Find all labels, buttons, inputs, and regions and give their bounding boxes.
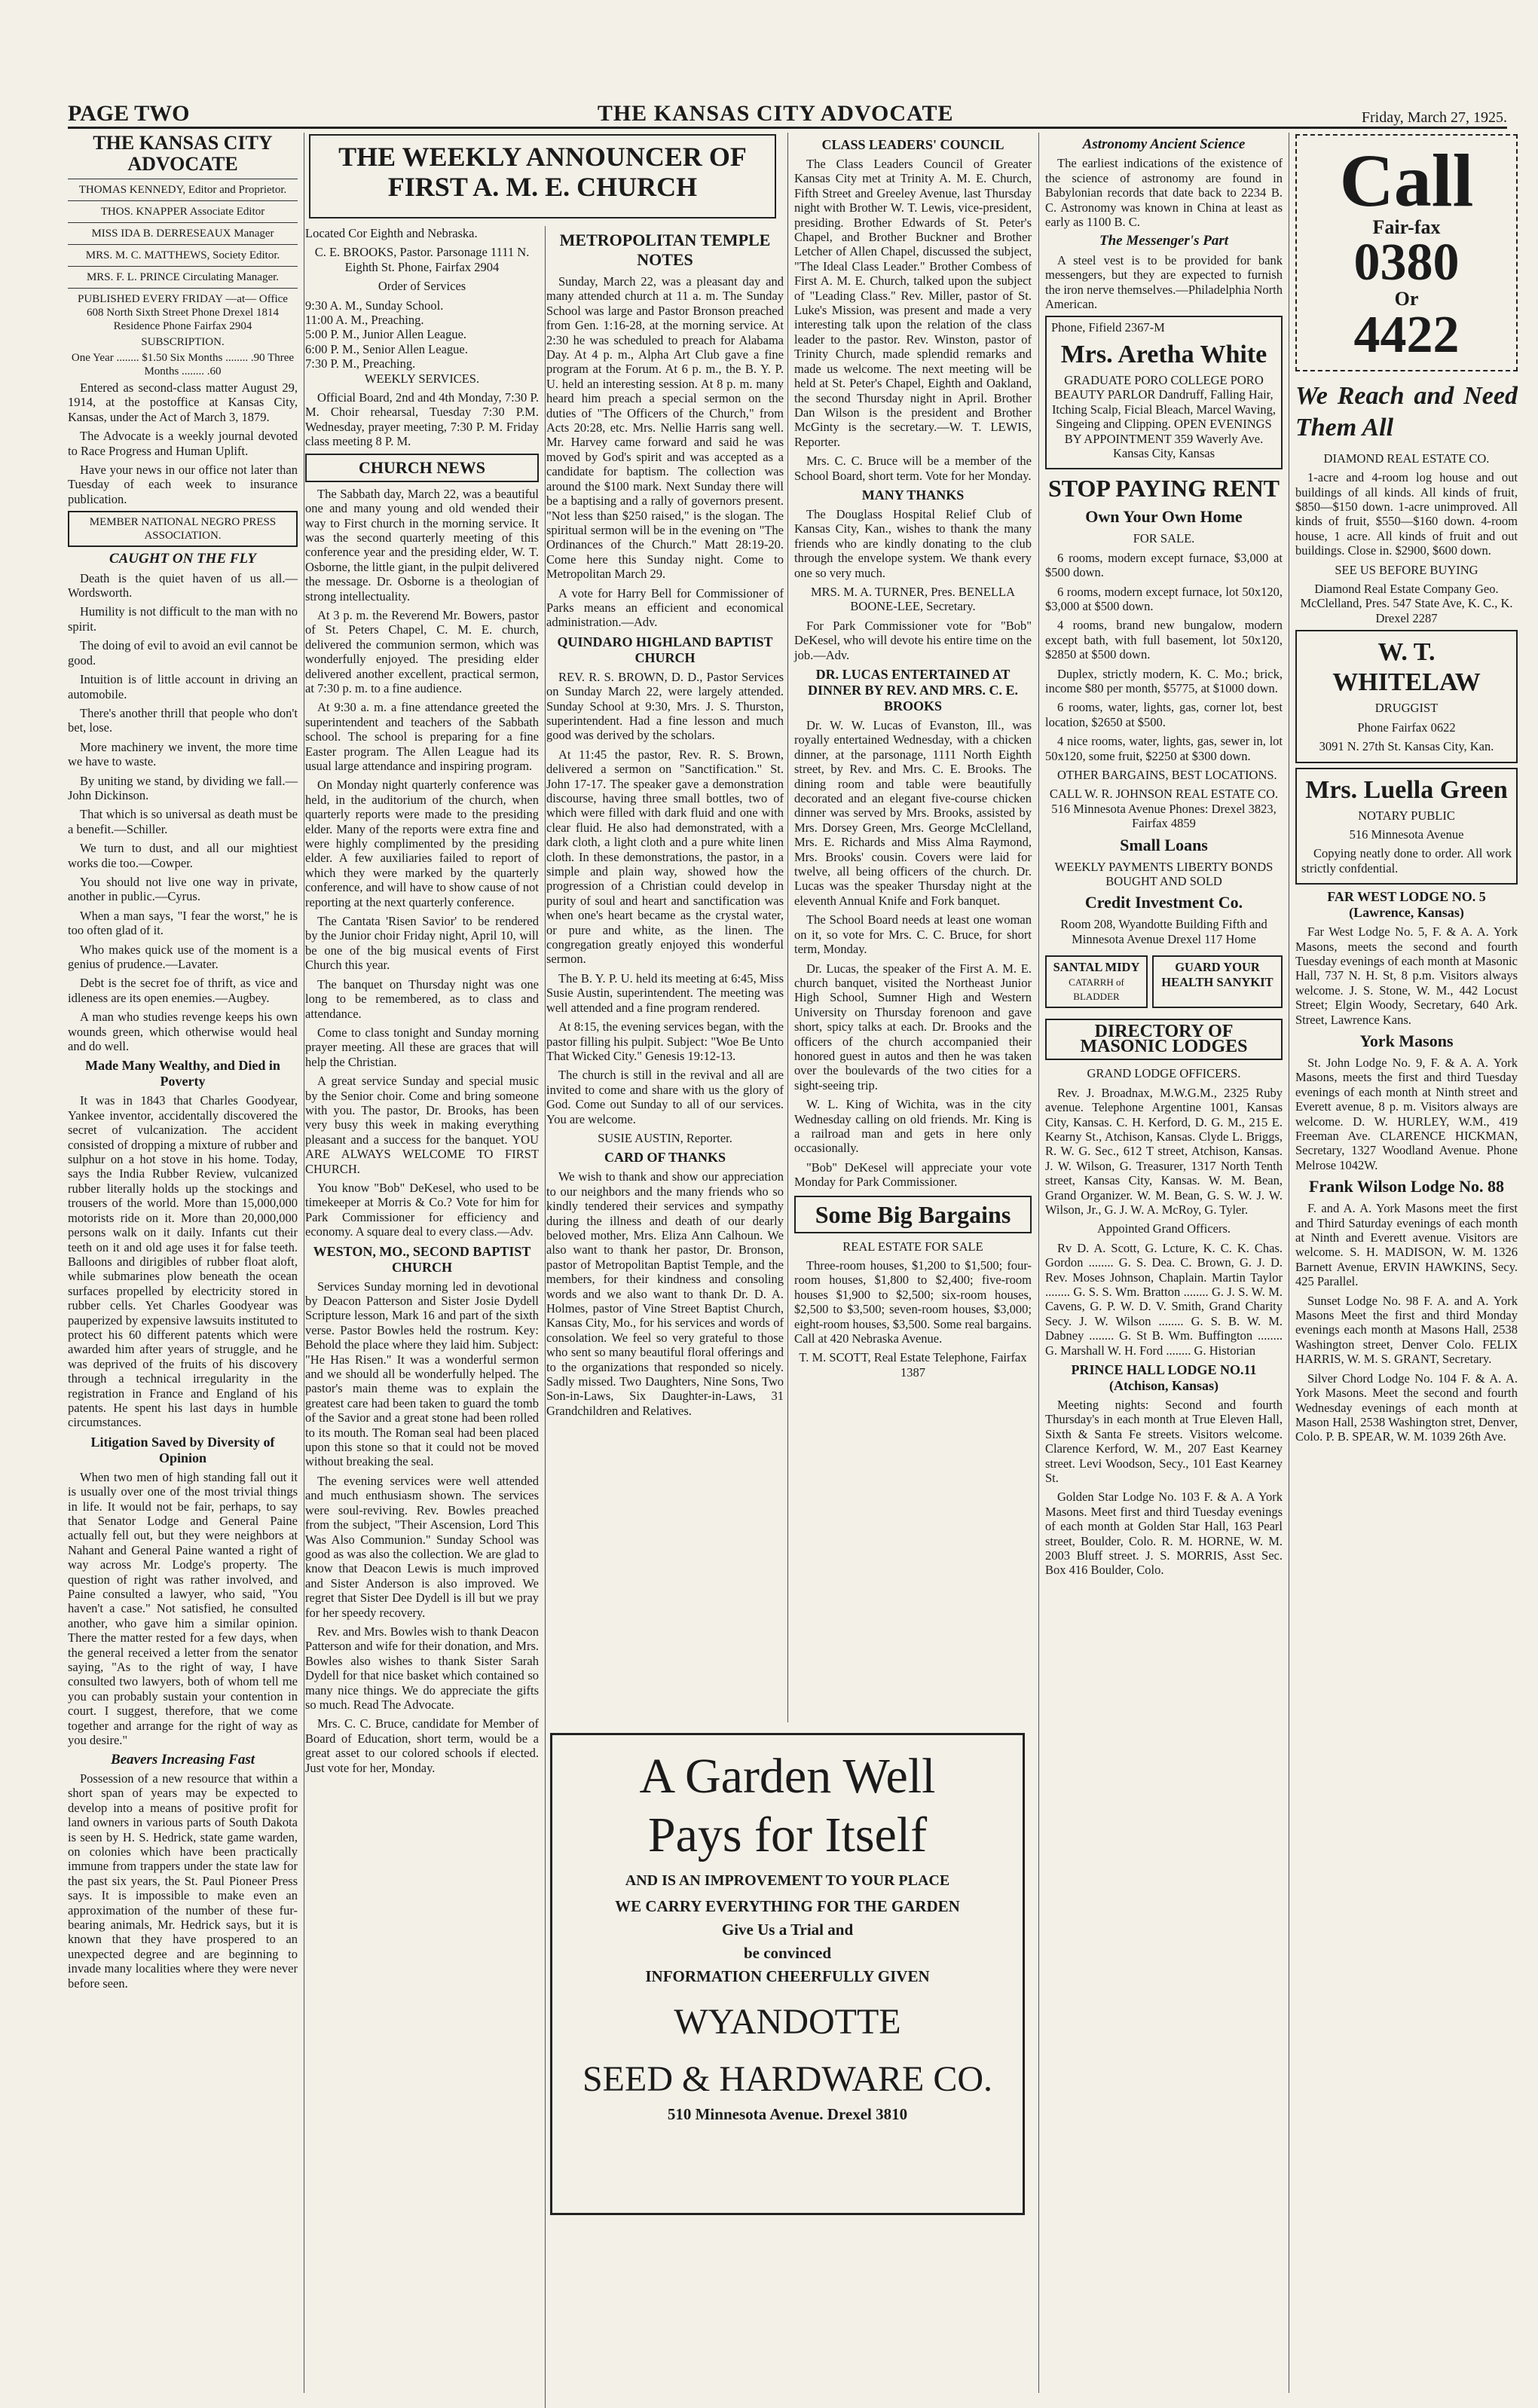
sanykit-ad: GUARD YOUR HEALTH SANYKIT bbox=[1152, 955, 1283, 1008]
news-note: Have your news in our office not later than Tuesday of each week to insurance publication. bbox=[68, 463, 298, 506]
church-news-paragraph: The Cantata 'Risen Savior' to be rendered by the Junior choir Friday night, April 10, will be one of the big musical events of First Church this year. bbox=[305, 914, 539, 973]
metropolitan-title: METROPOLITAN TEMPLE NOTES bbox=[559, 231, 771, 269]
diamond-company: Diamond Real Estate Company Geo. McClelland, Pres. 547 State Ave, K. C., K. Drexel 2287 bbox=[1300, 582, 1513, 625]
call-number-2: 4422 bbox=[1353, 305, 1460, 364]
whitelaw-ad bbox=[1295, 630, 1518, 762]
golden-star-body: Golden Star Lodge No. 103 F. & A. A York Masons. Meet first and third Tuesday evenings of each month at Golden Star Hall, 163 Pearl street, Boulder, Colo. R. M. HORNE, W. M. 2003 Bluff street. J. S. MORRIS, Asst Sec. Box 416 Boulder, Colo. bbox=[1045, 1490, 1283, 1578]
garden-address: 510 Minnesota Avenue. Drexel 3810 bbox=[667, 2105, 908, 2123]
service-item: 5:00 P. M., Junior Allen League. bbox=[305, 327, 467, 342]
many-thanks-body: The Douglass Hospital Relief Club of Kansas City, Kan., wishes to thank the many friends who are kindly donating to the club through the envelope system. We thank every one so very much. bbox=[794, 506, 1032, 580]
caught-item: By uniting we stand, by dividing we fall.—John Dickinson. bbox=[68, 773, 298, 802]
caught-item: That which is so universal as death must be a benefit.—Schiller. bbox=[68, 807, 298, 836]
caught-item: Death is the quiet haven of us all.—Wordsworth. bbox=[68, 570, 298, 600]
green-ad bbox=[1295, 768, 1518, 885]
caught-item: Debt is the secret foe of thrift, as vice and idleness are its open enemies.—Augbey. bbox=[68, 976, 298, 1005]
vote-bell: A vote for Harry Bell for Commissioner of Parks means an efficient and economical administration.—Adv. bbox=[546, 585, 784, 630]
school-board-note: The School Board needs at least one woman on it, so vote for Mrs. C. C. Bruce, for short term, Monday. bbox=[794, 912, 1032, 957]
prince-hall-body: Meeting nights: Second and fourth Thursday's in each month at True Eleven Hall, Sixth & Santa Fe streets. Visitors welcome. Clarence Kerford, W. M., 207 East Kearney street. Levi Woodson, Secy., 101 East Kearney St. bbox=[1045, 1398, 1283, 1486]
caught-item: We turn to dust, and all our mightiest works die too.—Cowper. bbox=[68, 841, 298, 870]
staff-manager: MISS IDA B. DERRESEAUX Manager bbox=[91, 228, 274, 240]
white-name: Mrs. Aretha White bbox=[1060, 340, 1267, 368]
for-sale-label: FOR SALE. bbox=[1133, 531, 1195, 546]
green-address: 516 Minnesota Avenue bbox=[1349, 827, 1464, 842]
quindaro-paragraph: At 11:45 the pastor, Rev. R. S. Brown, delivered a sermon on "Sanctification." St. John 17-17. The speaker gave a demonstration discourse, having three small bottles, two of which were filled with dark fluid and one with clear fluid. He also had demonstrated, with a dark cloth, a light cloth and a pure white linen cloth. In these demonstrations, the pastor, in a simple and plain way, showed how the progression of a Christian could develop in purity of soul and heart and sanctification was when one's heart became as the crystal water, or pure and white, as the linen. The congregation greatly enjoyed this wonderful sermon. bbox=[546, 747, 784, 967]
see-us-label: SEE US BEFORE BUYING bbox=[1335, 562, 1478, 577]
weekly-services-label: WEEKLY SERVICES. bbox=[364, 371, 480, 386]
small-loans-body: WEEKLY PAYMENTS LIBERTY BONDS BOUGHT AND SOLD bbox=[1054, 859, 1274, 889]
member-box: MEMBER NATIONAL NEGRO PRESS ASSOCIATION. bbox=[68, 511, 298, 547]
paper-title: THE KANSAS CITY ADVOCATE bbox=[597, 101, 954, 126]
church-news-paragraph: On Monday night quarterly conference was held, in the auditorium of the church, when quarterly reports were made to the presiding elder. Many of the reports were extra fine and were highly complimented by the presiding elder. A few auxiliaries failed to report of which they were marked by the quarterly conference, and will have to show cause of not reporting at the next quarterly conference. bbox=[305, 778, 539, 909]
council-title: CLASS LEADERS' COUNCIL bbox=[821, 137, 1004, 152]
credit-address: Room 208, Wyandotte Building Fifth and Minnesota Avenue Drexel 117 Home bbox=[1060, 917, 1267, 946]
silver-chord-body: Silver Chord Lodge No. 104 F. & A. A. York Masons. Meet the second and fourth Wednesday evenings of each month at Mason Hall, 2538 Washington stret, Denver, Colo. P. B. SPEAR, W. M. 1039 26th Ave. bbox=[1295, 1371, 1518, 1444]
litigation-body: When two men of high standing fall out it is usually over one of the most trivial things in life. It would not be fair, perhaps, to say that Senator Lodge and General Paine actually fell out, but they were neighbors at Nahant and General Paine wanted a right of way across Mr. Lodge's property. The question of right was rather involved, and Paine consulted a lawyer, who said, "You haven't a case." Not satisfied, he consulted another, who gave him a similar opinion. There the matter rested for a few days, when the general received a letter from the senator saying, "As to the right of way, I have consulted two lawyers, both of whom tell me you can probably sustain your contention in court. I suggest, therefore, that we come together and arrange for the right of way as you desire." bbox=[68, 1469, 298, 1748]
whitelaw-phone: Phone Fairfax 0622 bbox=[1357, 720, 1456, 735]
order-label: Order of Services bbox=[378, 279, 466, 294]
prince-hall-title: PRINCE HALL LODGE NO.11 (Atchison, Kansas) bbox=[1071, 1362, 1257, 1393]
column-1 bbox=[68, 133, 304, 2393]
home-listing: OTHER BARGAINS, BEST LOCATIONS. bbox=[1057, 768, 1277, 782]
church-news-title: CHURCH NEWS bbox=[305, 454, 539, 482]
church-location: Located Cor Eighth and Nebraska. bbox=[305, 226, 478, 240]
garden-company-2: SEED & HARDWARE CO. bbox=[582, 2059, 992, 2099]
frank-wilson-body: F. and A. A. York Masons meet the first and Third Saturday evenings of each month at Ninth and Everett avenue. Visitors are welcome. S. H. MADISON, W. M. 1326 Barnett Avenue, ERVIN HAWKINS, Secy. 425 Parallel. bbox=[1295, 1201, 1518, 1289]
santal-ad-row bbox=[1045, 951, 1283, 1013]
church-news-paragraph: Come to class tonight and Sunday morning prayer meeting. All these are graces that will help the Christian. bbox=[305, 1025, 539, 1069]
call-ad bbox=[1295, 134, 1518, 371]
garden-line: INFORMATION CHEERFULLY GIVEN bbox=[645, 1967, 930, 1985]
card-of-thanks-body: We wish to thank and show our appreciation to our neighbors and the many friends who so kindly tendered their services and sympathy during the illness and death of our dearly beloved mother, Mrs. Eliza Ann Calhoun. We also want to thank her pastor, Dr. Bronson, pastor of Metropolitan Baptist Temple, and the members, for their kindness and consoling words and we also want to thank Dr. D. A. Holmes, pastor of Vine Street Baptist Church, Kansas City, Mo., for his services and words of consolation. We feel so very grateful to those who sent so many beautiful floral offerings and to the organizations that responded so nicely. Sadly missed. Two Daughters, Nine Sons, Two Son-in-Laws, Six Daughter-in-Laws, 31 Grandchildren and Relatives. bbox=[546, 1169, 784, 1418]
beavers-body: Possession of a new resource that within a short span of years may be expected to develop into a means of positive profit for land owners in various parts of South Dakota is seen by H. S. Hedrick, state game warden, on colonies which have been practically immune from trappers under the state law for the past six years, the St. Paul Pioneer Press says. It is impossible to make even an approximation of the number of these fur-bearing animals, Mr. Hedrick says, but it is known that they have prospered to an unexpected degree and are beginning to invade many localities where they were never before seen. bbox=[68, 1771, 298, 1991]
grand-officers-label: GRAND LODGE OFFICERS. bbox=[1087, 1066, 1241, 1081]
weekly-services-body: Official Board, 2nd and 4th Monday, 7:30 P. M. Choir rehearsal, Tuesday 7:30 P.M. Wednesday, prayer meeting, 7:30 P. M. Friday class meeting 8 P. M. bbox=[305, 390, 539, 449]
caught-item: The doing of evil to avoid an evil cannot be good. bbox=[68, 638, 298, 668]
far-west-body: Far West Lodge No. 5, F. & A. A. York Masons, meets the second and fourth Tuesday evenings of each month at Masonic Hall, 737 N. H. St, 8 p.m. Visitors always welcome. J. S. Stone, W. M., 442 Locust Street; Elgin Woody, Secretary, 640 Ark. Street, Lawrence Kans. bbox=[1295, 924, 1518, 1027]
garden-headline-2: Pays for Itself bbox=[647, 1808, 928, 1863]
quindaro-title: QUINDARO HIGHLAND BAPTIST CHURCH bbox=[557, 634, 773, 665]
reach-slogan: We Reach and Need Them All bbox=[1295, 381, 1518, 442]
pastor-info: C. E. BROOKS, Pastor. Parsonage 1111 N. Eighth St. Phone, Fairfax 2904 bbox=[314, 245, 530, 274]
messenger-title: The Messenger's Part bbox=[1099, 233, 1228, 249]
metropolitan-body: Sunday, March 22, was a pleasant day and many attended church at 11 a. m. The Sunday School was large and Pastor Bronson preached from Gen. 1:16-28, at the morning service. At 2:30 he was scheduled to preach for Alabama Day. At 4 p. m., Alpha Art Club gave a fine program at the Forum. At 6 p. m., the B. Y. P. U. held an interesting session. At 8 p. m. many heard him preach a special sermon on the duties of "The Officers of the Church," from Acts 20:28, etc. Mrs. Nellie Harris sang well. Mr. Harvey came forward and said he was moved by God's spirit and was accepted as a candidate for baptism. The collection was around the $100 mark. Next Sunday there will be a baptising and a rally of governors present. "Not less than $250 raised," is the slogan. The spiritual sermon will be in the evening on "The Ordinances of the Church." Matt 28:19-20. Come here this Sunday night. Come to Metropolitan March 29. bbox=[546, 274, 784, 582]
subscription-rates: One Year ........ $1.50 Six Months ........ .90 Three Months ........ .60 bbox=[71, 352, 295, 377]
caught-item: Humility is not difficult to the man with no spirit. bbox=[68, 604, 298, 634]
garden-headline-1: A Garden Well bbox=[639, 1749, 936, 1804]
church-news-paragraph: The banquet on Thursday night was one long to be remembered, as to class and attendance. bbox=[305, 976, 539, 1021]
masthead: THE KANSAS CITY ADVOCATE bbox=[93, 133, 273, 175]
page-number: PAGE TWO bbox=[68, 101, 190, 126]
masonic-directory-title: DIRECTORY OF MASONIC LODGES bbox=[1045, 1019, 1283, 1060]
column-3 bbox=[546, 226, 784, 1725]
church-news-paragraph: At 9:30 a. m. a fine attendance greeted the superintendent and teachers of the Sabbath school. The school is preparing for a fine Easter program. The Allen League had its usual large attendance and inspiring program. bbox=[305, 700, 539, 773]
published-info: PUBLISHED EVERY FRIDAY —at— Office 608 North Sixth Street Phone Drexel 1814 Residence Phone Fairfax 2904 bbox=[78, 293, 288, 332]
home-listing: 6 rooms, water, lights, gas, corner lot, best location, $2650 at $500. bbox=[1045, 700, 1283, 729]
caught-item: There's another thrill that people who don't bet, lose. bbox=[68, 705, 298, 735]
king-note: W. L. King of Wichita, was in the city Wednesday calling on old friends. Mr. King is a railroad man and gets in here only occasionally. bbox=[794, 1097, 1032, 1156]
column-2 bbox=[305, 226, 546, 2408]
real-estate-label: REAL ESTATE FOR SALE bbox=[842, 1239, 983, 1254]
card-of-thanks-title: CARD OF THANKS bbox=[604, 1150, 726, 1166]
weekly-note: The Advocate is a weekly journal devoted to Race Progress and Human Uplift. bbox=[68, 429, 298, 458]
whitelaw-name: W. T. WHITELAW bbox=[1332, 638, 1481, 697]
service-item: 9:30 A. M., Sunday School. bbox=[305, 298, 444, 313]
diamond-body: 1-acre and 4-room log house and out buildings of all kinds. All kinds of fruit, $850—$150 down. 1-acre unimproved. All kinds of fruit, $550—$160 down. 4-room house, 1 acre. All kinds of fruit and out buildings. Close in. $2900, $600 down. bbox=[1295, 470, 1518, 558]
astronomy-body: The earliest indications of the existence of the science of astronomy are found in Babylonian records that date back to 2234 B. C. Astronomy was known in China at least as early as 1100 B. C. bbox=[1045, 156, 1283, 230]
staff-circulation: MRS. F. L. PRINCE Circulating Manager. bbox=[86, 271, 280, 283]
stop-paying-rent: STOP PAYING RENT bbox=[1047, 475, 1280, 503]
green-name: Mrs. Luella Green bbox=[1305, 775, 1508, 804]
beavers-title: Beavers Increasing Fast bbox=[110, 1751, 255, 1768]
church-news-paragraph: At 3 p. m. the Reverend Mr. Bowers, pastor of St. Peters Chapel, C. M. E. church, delivered the communion sermon, which was wonderfully enjoyed. The presiding elder delivered another excellent, practical sermon, at 7:30 p. m. to a fine audience. bbox=[305, 607, 539, 695]
quindaro-paragraph: REV. R. S. BROWN, D. D., Pastor Services on Sunday March 22, were largely attended. Sunday School at 9:30, Mrs. J. S. Thurston, superintendent. Had a fine lesson and much good was derived by the scholars. bbox=[546, 669, 784, 743]
diamond-title: DIAMOND REAL ESTATE CO. bbox=[1323, 451, 1490, 466]
caught-title: CAUGHT ON THE FLY bbox=[109, 551, 257, 567]
weston-paragraph: Services Sunday morning led in devotional by Deacon Patterson and Sister Josie Dydell Scripture lesson, Mark 16 and part of the sixth verse. Pastor Bowles held the rostrum. Key: Behold the place where they laid him. Subject: "He Has Risen." It was a wonderful sermon and we should all be wonderfully helped. The pastor's main theme was to explain the greatest care had been taken to guard the tomb of the Savior and a great stone had been rolled to its mouth. The Roman seal had been placed upon this stone so that it could not be moved without breaking the seal. bbox=[305, 1279, 539, 1469]
small-loans-title: Small Loans bbox=[1120, 835, 1208, 854]
lucas-title: DR. LUCAS ENTERTAINED AT DINNER BY REV. AND MRS. C. E. BROOKS bbox=[807, 667, 1019, 714]
far-west-title: FAR WEST LODGE NO. 5 (Lawrence, Kansas) bbox=[1327, 889, 1486, 921]
home-listing: Duplex, strictly modern, K. C. Mo.; brick, income $80 per month, $5775, at $1000 down. bbox=[1045, 666, 1283, 695]
bob-note: "Bob" DeKesel will appreciate your vote Monday for Park Commissioner. bbox=[794, 1160, 1032, 1190]
grand-officers-list: Rev. J. Broadnax, M.W.G.M., 2325 Ruby avenue. Telephone Argentine 1001, Kansas City, Kansas. C. H. Kerford, D. G. M., 215 E. Kearny St., Atchison, Kansas. Clyde L. Briggs, R. W. G. Sec., 612 T street, Atchison, Kansas. J. W. Wilson, G. Treasurer, 1317 North Tenth street, Kansas City, Kansas. W. M. Bean, Grand Organizer. W. M. Bean, G. S. W. J. W. Wilson, Jr., G. J. W. A. McRoy, G. Tyler. bbox=[1045, 1085, 1283, 1217]
white-body: GRADUATE PORO COLLEGE PORO BEAUTY PARLOR Dandruff, Falling Hair, Itching Scalp, Ficial Bleach, Marcel Waving, Singeing and Clipping. OPEN EVENINGS BY APPOINTMENT 359 Waverly Ave. Kansas City, Kansas bbox=[1051, 372, 1277, 460]
messenger-body: A steel vest is to be provided for bank messengers, but they are expected to furnish the iron nerve themselves.—Philadelphia North American. bbox=[1045, 252, 1283, 312]
garden-line: Give Us a Trial and bbox=[721, 1921, 854, 1939]
appointed-list: Rv D. A. Scott, G. Lcture, K. C. K. Chas. Gordon ........ G. S. Dea. C. Brown, G. J. D. Rev. Moses Johnson, Chaplain. Martin Taylor ........ G. S. S. Wm. Bratton ........ G. J. S. W. M. Cavens, G. P. W. D. V. Smith, Grand Charity Secy. J. W. Wilson ........ G. S. B. W. M. Dabney ........ G. St B. Wm. Buffington ........ G. Marshall W. H. Ford ........ G. Historian bbox=[1045, 1240, 1283, 1358]
garden-company-1: WYANDOTTE bbox=[674, 2002, 901, 2042]
church-news-paragraph: You know "Bob" DeKesel, who used to be timekeeper at Morris & Co.? Vote for him for Park Commissioner for efficiency and economy. A square deal to every class.—Adv. bbox=[305, 1180, 539, 1239]
many-thanks-title: MANY THANKS bbox=[861, 487, 965, 503]
church-news-paragraph: A great service Sunday and special music by the Senior choir. Come and bring someone with you. The pastor, Dr. Brooks, has been very busy this week in making everything pleasant and a success for the banquet. YOU ARE ALWAYS WELCOME TO FIRST CHURCH. bbox=[305, 1074, 539, 1176]
weston-paragraph: Rev. and Mrs. Bowles wish to thank Deacon Patterson and wife for their donation, and Mrs. Bowles also wishes to thank Sister Sarah Dydell for that nice basket which contained so many nice things. We do appreciate the gifts so much. Read The Advocate. bbox=[305, 1624, 539, 1712]
page-header bbox=[68, 96, 1507, 129]
column-4 bbox=[787, 133, 1032, 1722]
call-fairfax: Fair-fax bbox=[1372, 216, 1441, 238]
garden-subhead: AND IS AN IMPROVEMENT TO YOUR PLACE bbox=[625, 1872, 950, 1889]
bargains-body: Three-room houses, $1,200 to $1,500; four-room houses, $1,800 to $2,400; five-room houses $1,900 to $2,500; six-room houses, $2,500 to $3,500; seven-room houses, $3,000; eight-room houses, $3,500. Some real bargains. Call at 420 Nebraska Avenue. bbox=[794, 1258, 1032, 1346]
issue-date: Friday, March 27, 1925. bbox=[1361, 109, 1507, 126]
staff-editor: THOMAS KENNEDY, Editor and Proprietor. bbox=[78, 184, 287, 196]
call-or: Or bbox=[1394, 288, 1419, 310]
caught-item: You should not live one way in private, another in public.—Cyrus. bbox=[68, 874, 298, 904]
home-listing: 6 rooms, modern except furnace, lot 50x120, $3,000 at $500 down. bbox=[1045, 584, 1283, 613]
scott-signature: T. M. SCOTT, Real Estate Telephone, Fairfax 1387 bbox=[799, 1350, 1027, 1380]
home-listing: 4 rooms, brand new bungalow, modern except bath, with full basement, lot 50x120, $2850 at $500 down. bbox=[1045, 618, 1283, 662]
santal-name: SANTAL MIDY bbox=[1053, 960, 1140, 975]
column-5 bbox=[1038, 133, 1283, 2393]
quindaro-paragraph: The B. Y. P. U. held its meeting at 6:45, Miss Susie Austin, superintendent. The meeting was well attended and a fine program rendered. bbox=[546, 970, 784, 1015]
home-listing: 6 rooms, modern except furnace, $3,000 at $500 down. bbox=[1045, 550, 1283, 580]
own-your-home: Own Your Own Home bbox=[1085, 507, 1243, 527]
many-thanks-signature: MRS. M. A. TURNER, Pres. BENELLA BOONE-LEE, Secretary. bbox=[810, 584, 1016, 614]
white-ad bbox=[1045, 316, 1283, 469]
service-item: 11:00 A. M., Preaching. bbox=[305, 313, 424, 328]
quindaro-paragraph: At 8:15, the evening services began, with the pastor filling his pulpit. Subject: "Woe Be Unto That Wicked City." Genesis 19:12-13. bbox=[546, 1019, 784, 1063]
subscription-label: SUBSCRIPTION. bbox=[141, 336, 225, 348]
lucas-body: Dr. W. W. Lucas of Evanston, Ill., was royally entertained Wednesday, with a chicken dinner, at the parsonage, 1111 North Eighth street, by Rev. and Mrs. C. E. Brooks. The dining room and table were beautifully decorated and an elegant five-course chicken dinner was served by Mrs. Brooks, assisted by Mrs. Dorsey Green, Mrs. George McClelland, Mrs. E. Richards and Miss Alma Raymond, Mrs. Brooks' cousin. Covers were laid for twelve, all being officers of the church. Dr. Lucas was the speaker Thursday night at the eleventh Annual Knife and Fork banquet. bbox=[794, 718, 1032, 908]
call-number-1: 0380 bbox=[1353, 234, 1460, 292]
whitelaw-druggist: DRUGGIST bbox=[1374, 701, 1439, 716]
caught-item: Who makes quick use of the moment is a genius of prudence.—Lavater. bbox=[68, 942, 298, 971]
service-item: 7:30 P. M., Preaching. bbox=[305, 356, 416, 371]
column-6 bbox=[1289, 133, 1518, 2393]
council-body: The Class Leaders Council of Greater Kansas City met at Trinity A. M. E. Church, Fifth Street and Greeley Avenue, last Thursday night with Brother W. T. Lewis, vice-president, presiding. Brother Edwards of St. Peter's Chapel, and Brother Buckner and Brother Letcher of Allen Chapel, discussed the subject, "The Ideal Class Leader." Brother Combess of First A. M. E. Church, talked upon the subject of "Leading Class." Rev. Miller, pastor of St. Luke's Mission, was present and made a very interesting talk upon the relation of the class leader to the pastor. Rev. Winston, pastor of Trinity Church, made splendid remarks and made us welcome. The next meeting will be held at St. Peter's Chapel, Eighth and Oakland, the second Thursday night in April. Brother Dan Wilson is the president and Brother McGinty is the secretary.—W. T. LEWIS, Reporter. bbox=[794, 157, 1032, 449]
weston-title: WESTON, MO., SECOND BAPTIST CHURCH bbox=[313, 1243, 531, 1275]
white-phone: Phone, Fifield 2367-M bbox=[1051, 320, 1165, 335]
staff-associate: THOS. KNAPPER Associate Editor bbox=[100, 206, 265, 218]
reporter-signature: SUSIE AUSTIN, Reporter. bbox=[598, 1130, 732, 1145]
whitelaw-address: 3091 N. 27th St. Kansas City, Kan. bbox=[1319, 739, 1494, 754]
litigation-title: Litigation Saved by Diversity of Opinion bbox=[90, 1434, 275, 1465]
garden-line: be convinced bbox=[743, 1944, 832, 1962]
caught-item: When a man says, "I fear the worst," he is too often glad of it. bbox=[68, 908, 298, 938]
sunset-body: Sunset Lodge No. 98 F. A. and A. York Masons Meet the first and third Monday evenings each month at Masons Hall, 2538 Washington street, Denver Colo. FELIX HARRIS, W. M. S. GRANT, Secretary. bbox=[1295, 1293, 1518, 1367]
johnson-contact: CALL W. R. JOHNSON REAL ESTATE CO. 516 Minnesota Avenue Phones: Drexel 3823, Fairfax 4859 bbox=[1049, 787, 1279, 831]
santal-ad bbox=[1045, 955, 1148, 1008]
bargains-title: Some Big Bargains bbox=[794, 1196, 1032, 1233]
copying-note: Copying neatly done to order. All work strictly confdential. bbox=[1301, 846, 1512, 875]
frank-wilson-title: Frank Wilson Lodge No. 88 bbox=[1309, 1177, 1504, 1196]
church-news-paragraph: The Sabbath day, March 22, was a beautiful one and many young and old wended their way to First church in the morning service. It was the second quarterly meeting of this conference year and the presiding elder, W. T. Osborne, the little giant, in the pulpit delivered the message. Dr. Osborne is a theologian of strong intellectuality. bbox=[305, 486, 539, 604]
call-word: Call bbox=[1339, 139, 1474, 222]
garden-ad bbox=[550, 1733, 1025, 2215]
appointed-label: Appointed Grand Officers. bbox=[1096, 1221, 1231, 1236]
park-note: For Park Commissioner vote for "Bob" DeKesel, who will devote his entire time on the job.—Adv. bbox=[794, 618, 1032, 662]
wealthy-title: Made Many Wealthy, and Died in Poverty bbox=[85, 1058, 280, 1089]
staff-society: MRS. M. C. MATTHEWS, Society Editor. bbox=[85, 249, 280, 261]
york-masons-title: York Masons bbox=[1359, 1031, 1454, 1050]
garden-line: WE CARRY EVERYTHING FOR THE GARDEN bbox=[615, 1897, 960, 1915]
bruce-note: Mrs. C. C. Bruce will be a member of the School Board, short term. Vote for her Monday. bbox=[794, 454, 1032, 483]
caught-item: Intuition is of little account in driving an automobile. bbox=[68, 672, 298, 701]
credit-name: Credit Investment Co. bbox=[1084, 893, 1243, 912]
york-masons-body: St. John Lodge No. 9, F. & A. A. York Masons, meets the first and third Tuesday evenings of each month at Ninth street and Everett avenue, 8 p. m. Visitors always are welcome. D. W. HURLEY, W.M., 419 Freeman Ave. CLARENCE HICKMAN, Secretary, 1327 Woodland Avenue. Phone Melrose 1042W. bbox=[1295, 1055, 1518, 1172]
quindaro-paragraph: The church is still in the revival and all are invited to come and share with us the glory of God. Come out Sunday to all of our services. You are welcome. bbox=[546, 1068, 784, 1126]
wealthy-body: It was in 1843 that Charles Goodyear, Yankee inventor, accidentally discovered the secret of vulcanization. The accident consisted of dropping a mixture of rubber and sulphur on a hot stove in his home. Today, says the India Rubber Review, vulcanized rubber literally holds up the stockings and trousers of the world. More than 15,000,000 motorists ride on it. More than 20,000,000 persons walk on it daily. Infants cut their teeth on it and old age uses it for false teeth. Balloons and dirigibles of rubber float aloft, while submarines plow beneath the ocean surfaces propelled by electricity stored in rubber cells. Yet Charles Goodyear was pauperized by expensive lawsuits instituted to protect his 60 different patents which were awarded him after years of struggle, and he was deprived of the fruits of his discovery through a technical irregularity in the registration in France and England of his patents. He spent his last days in humble circumstances. bbox=[68, 1093, 298, 1430]
service-item: 6:00 P. M., Senior Allen League. bbox=[305, 341, 468, 356]
notary-label: NOTARY PUBLIC bbox=[1358, 808, 1455, 823]
caught-item: More machinery we invent, the more time we have to waste. bbox=[68, 739, 298, 769]
santal-sub: CATARRH of BLADDER bbox=[1069, 976, 1124, 1003]
home-listing: 4 nice rooms, water, lights, gas, sewer in, lot 50x120, some fruit, $2250 at $300 down. bbox=[1045, 734, 1283, 763]
astronomy-title: Astronomy Ancient Science bbox=[1082, 136, 1246, 152]
weston-paragraph: The evening services were well attended and much enthusiasm shown. The services were soul-reviving. Rev. Bowles preached from the subject, "Their Ascension, Lord This Was Also Communion." Sunday School was good as was also the collection. We are glad to know that Deacon Lewis is much improved and Sister Anderson is also improved. We regret that Sister Dee Dydell is ill but we pray for her speedy recovery. bbox=[305, 1473, 539, 1620]
lucas-visit: Dr. Lucas, the speaker of the First A. M. E. church banquet, visited the Northeast Junior High School, Sumner High and Western University on Thursday forenoon and gave short, spicy talks at each. Dr. Brooks and the officers of the church accompanied their honored guest in autos and then he was taken over the boulevards of the two cities for a sight-seeing trip. bbox=[794, 961, 1032, 1092]
caught-item: A man who studies revenge keeps his own wounds green, which otherwise would heal and do well. bbox=[68, 1010, 298, 1054]
announcer-banner: THE WEEKLY ANNOUNCER OF FIRST A. M. E. CHURCH bbox=[309, 134, 776, 218]
entered-note: Entered as second-class matter August 29, 1914, at the postoffice at Kansas City, Kansas, under the Act of March 3, 1879. bbox=[68, 380, 298, 424]
weston-paragraph: Mrs. C. C. Bruce, candidate for Member of Board of Education, short term, would be a great asset to our colored schools if elected. Just vote for her, Monday. bbox=[305, 1716, 539, 1775]
